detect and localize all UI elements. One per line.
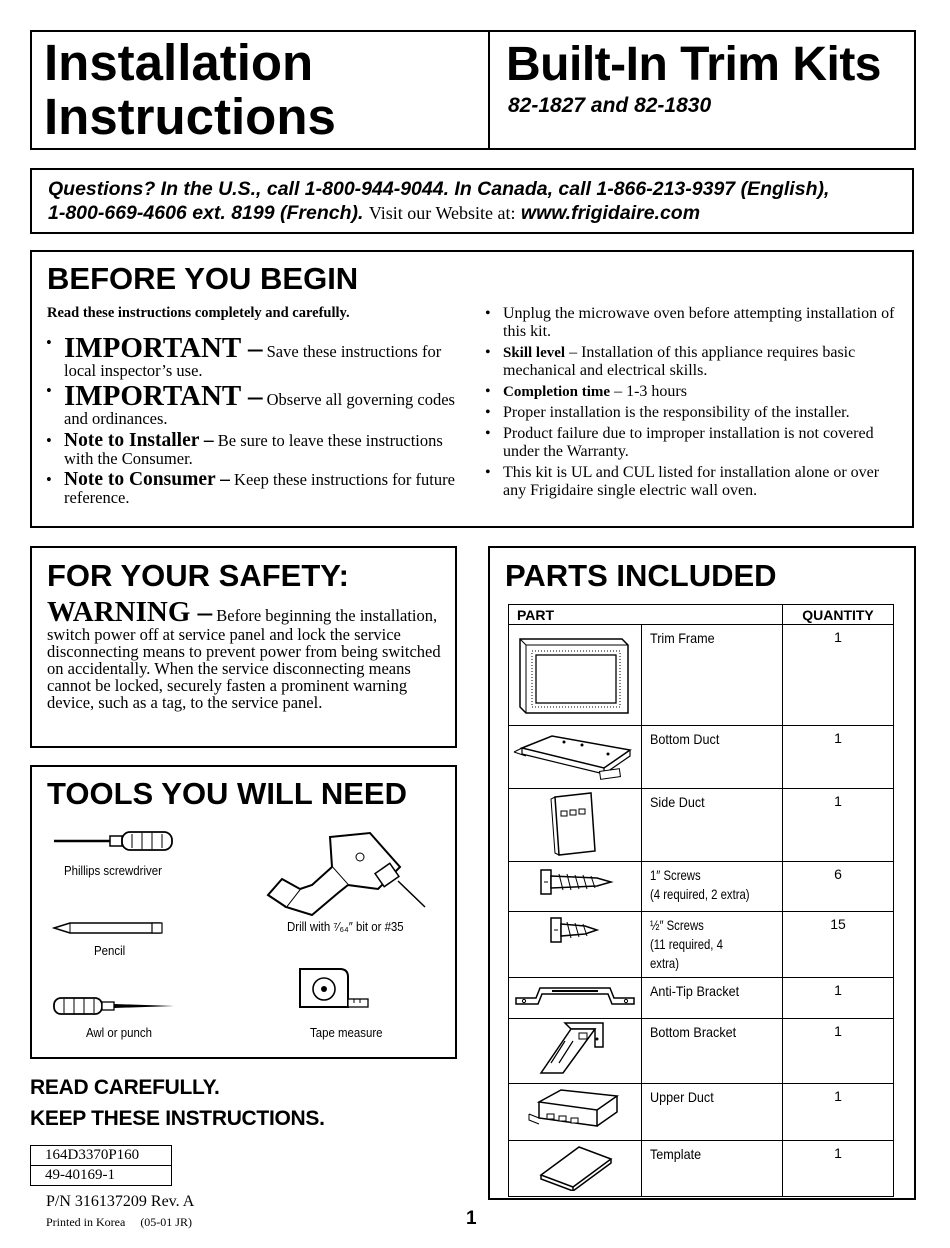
before-you-begin-title: BEFORE YOU BEGIN (47, 261, 359, 296)
parts-included-box (488, 546, 916, 1200)
list-item: • Skill level – Installation of this appliance requires basic mechanical and electrical skills. (485, 344, 897, 380)
french-phone: 1-800-669-4606 ext. 8199 (French). (48, 202, 364, 224)
part-qty: 1 (783, 1141, 894, 1197)
upper-duct-icon (525, 1084, 625, 1136)
part-number-revision: P/N 316137209 Rev. A (46, 1193, 195, 1210)
table-row (509, 1141, 894, 1197)
trim-frame-icon (514, 625, 636, 717)
part-name: ½″ Screws (11 required, 4 extra) (650, 917, 723, 971)
part-qty: 6 (783, 862, 894, 912)
list-item: • This kit is UL and CUL listed for installation alone or over any Frigidaire single electric wall oven. (485, 464, 897, 500)
questions-box (30, 168, 914, 234)
bottom-duct-icon (512, 726, 638, 784)
header-box (30, 30, 916, 150)
drill-icon (260, 827, 430, 917)
screwdriver-label: Phillips screwdriver (64, 863, 162, 878)
part-qty: 1 (783, 625, 894, 726)
read-carefully-line-1: READ CAREFULLY. (30, 1076, 220, 1099)
list-item: • IMPORTANT – Observe all governing codes and ordinances. (46, 382, 476, 428)
table-row (509, 1019, 894, 1084)
title-line-2: Instructions (44, 88, 336, 145)
page-number: 1 (466, 1208, 477, 1229)
tape-measure-label: Tape measure (310, 1025, 383, 1040)
list-item: • Unplug the microwave oven before attempting installation of this kit. (485, 305, 897, 341)
part-name: Trim Frame (650, 630, 715, 646)
part-qty: 1 (783, 1019, 894, 1084)
pencil-icon (52, 921, 167, 935)
table-row (509, 625, 894, 726)
side-duct-icon (545, 789, 605, 857)
part-name: 1″ Screws (4 required, 2 extra) (650, 867, 750, 902)
warning-text: Before beginning the installation, switch power off at service panel and lock the service disconnecting means to prevent power from being switched on accidentally. When the service disconnecting means cannot be locked, securely fasten a prominent warning device, such as a tag, to the service panel. (47, 606, 441, 712)
template-icon (533, 1141, 617, 1191)
read-carefully-line-2: KEEP THESE INSTRUCTIONS. (30, 1107, 325, 1130)
part-qty: 15 (783, 912, 894, 978)
list-item: • Note to Consumer – Keep these instructions for future reference. (46, 471, 476, 507)
awl-label: Awl or punch (86, 1025, 152, 1040)
questions-line-2 (48, 202, 700, 225)
table-row (509, 1084, 894, 1141)
tools-box (30, 765, 457, 1059)
phillips-screwdriver-icon (52, 829, 177, 853)
website-label: Visit our Website at: (368, 203, 516, 223)
title-line-1: Installation (44, 34, 314, 91)
document-title (44, 36, 336, 144)
pencil-label: Pencil (94, 943, 126, 958)
part-qty: 1 (783, 789, 894, 862)
parts-included-title: PARTS INCLUDED (505, 558, 777, 593)
tape-measure-icon (294, 963, 374, 1015)
table-header-row (509, 605, 894, 625)
part-name: Side Duct (650, 794, 705, 810)
product-name: Built-In Trim Kits (506, 38, 881, 91)
model-numbers: 82-1827 and 82-1830 (508, 94, 712, 117)
questions-line-1: Questions? In the U.S., call 1-800-944-9044. In Canada, call 1-866-213-9397 (English), (48, 178, 830, 200)
awl-icon (52, 995, 177, 1017)
before-you-begin-intro: Read these instructions completely and carefully. (47, 305, 350, 321)
part-name: Anti-Tip Bracket (650, 983, 740, 999)
table-row (509, 912, 894, 978)
list-item: • Product failure due to improper installation is not covered under the Warranty. (485, 425, 897, 461)
printed-in: Printed in Korea (05-01 JR) (46, 1215, 192, 1229)
part-number-table (30, 1145, 172, 1186)
parts-table (508, 604, 894, 1197)
read-carefully-notice (30, 1072, 325, 1134)
drill-label: Drill with ⁷⁄₆₄″ bit or #35 (287, 919, 404, 934)
table-row (509, 978, 894, 1019)
list-item: • Completion time – 1-3 hours (485, 383, 897, 401)
bottom-bracket-icon (535, 1019, 615, 1079)
part-name: Template (650, 1146, 702, 1162)
list-item: • IMPORTANT – Save these instructions for local inspector’s use. (46, 334, 476, 380)
part-name: Upper Duct (650, 1089, 714, 1105)
left-list (46, 334, 476, 510)
right-list (485, 305, 897, 503)
part-qty: 1 (783, 726, 894, 789)
before-you-begin-box (30, 250, 914, 528)
code-1: 164D3370P160 (31, 1146, 172, 1166)
code-2: 49-40169-1 (31, 1166, 172, 1186)
warning-paragraph (47, 598, 447, 711)
short-screw-icon (545, 912, 605, 948)
table-row (509, 726, 894, 789)
part-qty: 1 (783, 1084, 894, 1141)
list-item: • Note to Installer – Be sure to leave these instructions with the Consumer. (46, 432, 476, 468)
warning-lead: WARNING – (47, 596, 213, 628)
col-part: PART (509, 605, 783, 625)
tools-title: TOOLS YOU WILL NEED (47, 776, 407, 811)
table-row (509, 862, 894, 912)
part-qty: 1 (783, 978, 894, 1019)
table-row (509, 789, 894, 862)
part-name: Bottom Duct (650, 731, 720, 747)
safety-box (30, 546, 457, 748)
col-quantity: QUANTITY (783, 605, 894, 625)
list-item: • Proper installation is the responsibility of the installer. (485, 404, 897, 422)
anti-tip-bracket-icon (512, 978, 638, 1012)
header-divider (488, 32, 490, 148)
safety-title: FOR YOUR SAFETY: (47, 558, 349, 593)
long-screw-icon (535, 862, 615, 902)
website-link[interactable]: www.frigidaire.com (520, 202, 701, 224)
part-name: Bottom Bracket (650, 1024, 737, 1040)
